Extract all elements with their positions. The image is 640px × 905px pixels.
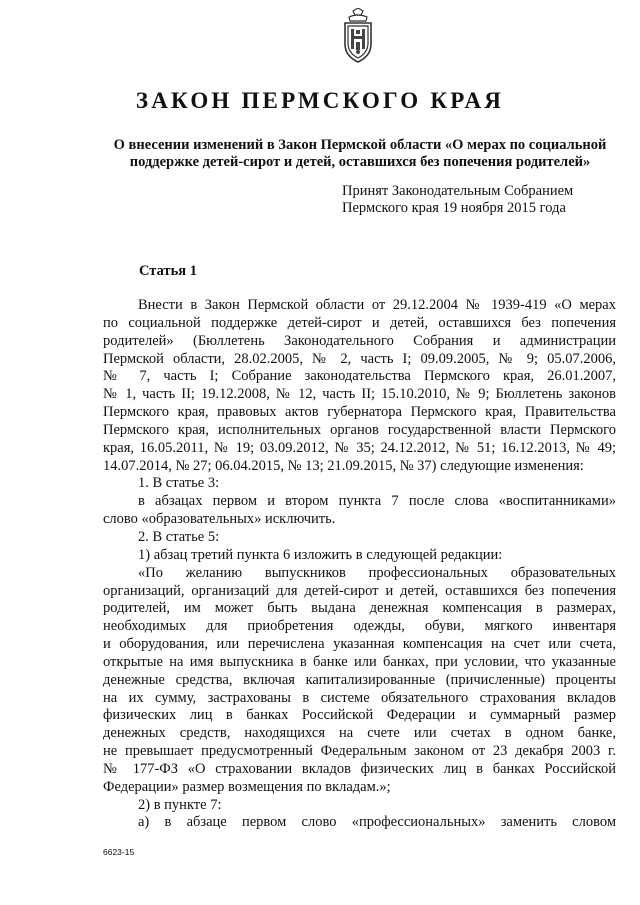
text-line: № 1, часть II; 19.12.2008, № 12, часть II; 15.10.2010, № 9; Бюллетень законов bbox=[103, 386, 616, 403]
text-line: Федерации» размер возмещения по вкладам.»; bbox=[103, 778, 391, 795]
document-number: 6623-15 bbox=[103, 847, 135, 857]
text-line: № 177-ФЗ «О страховании вкладов физических лиц в банках Российской bbox=[103, 760, 616, 777]
coat-of-arms-icon bbox=[337, 8, 379, 64]
text-line: родителей, им может быть выдана денежная компенсация в размерах, bbox=[103, 600, 616, 617]
text-line: организаций, организаций для детей-сирот и детей, оставшихся без попечения bbox=[103, 582, 616, 599]
text-line: и оборудования, или перечислена указанная компенсация на счет или счета, bbox=[103, 636, 616, 653]
article-heading: Статья 1 bbox=[139, 263, 197, 279]
text-line: 1. В статье 3: bbox=[138, 475, 220, 492]
law-subtitle bbox=[104, 137, 616, 171]
text-line: необходимых для приобретения одежды, обуви, мягкого инвентаря bbox=[103, 618, 616, 635]
subtitle-line: поддержке детей-сирот и детей, оставшихся без попечения родителей» bbox=[129, 154, 591, 170]
text-line: края, 16.05.2011, № 19; 03.09.2012, № 35; 24.12.2012, № 51; 16.12.2013, № 49; bbox=[103, 439, 616, 456]
text-line: физических лиц в банках Российской Федерации и суммарный размер bbox=[103, 707, 616, 724]
text-line: Пермской области, 28.02.2005, № 2, часть I; 09.09.2005, № 9; 05.07.2006, bbox=[103, 350, 616, 367]
adoption-line: Пермского края 19 ноября 2015 года bbox=[342, 200, 566, 216]
text-line: а) в абзаце первом слово «профессиональных» заменить словом bbox=[138, 814, 616, 831]
text-line: не превышает предусмотренный Федеральным законом от 23 декабря 2003 г. bbox=[103, 743, 616, 760]
text-line: «По желанию выпускников профессиональных образовательных bbox=[138, 564, 616, 581]
text-line: денежных средств, находящихся на счете или счетах в одном банке, bbox=[103, 725, 616, 742]
law-title: ЗАКОН ПЕРМСКОГО КРАЯ bbox=[135, 88, 505, 113]
text-line: слово «образовательных» исключить. bbox=[103, 511, 336, 528]
adoption-note bbox=[342, 183, 573, 217]
text-line: родителей» (Бюллетень Законодательного Собрания и администрации bbox=[103, 332, 616, 349]
article-body bbox=[103, 297, 616, 832]
adoption-line: Принят Законодательным Собранием bbox=[342, 183, 574, 199]
text-line: денежные средства, включая капитализированные (причисленные) проценты bbox=[103, 671, 616, 688]
text-line: на их сумму, застрахованы в системе обязательного страхования вкладов bbox=[103, 689, 616, 706]
text-line: Внести в Закон Пермской области от 29.12.2004 № 1939-419 «О мерах bbox=[138, 297, 616, 313]
text-line: 1) абзац третий пункта 6 изложить в следующей редакции: bbox=[138, 546, 503, 563]
text-line: 2. В статье 5: bbox=[138, 528, 220, 545]
subtitle-line: О внесении изменений в Закон Пермской области «О мерах по социальной bbox=[113, 137, 607, 153]
text-line: Пермского края, правовых актов губернатора Пермского края, Правительства bbox=[103, 404, 616, 421]
text-line: в абзацах первом и втором пункта 7 после слова «воспитанниками» bbox=[138, 493, 616, 510]
text-line: открытые на имя выпускника в банке или банках, при условии, что указанные bbox=[103, 653, 616, 670]
text-line: по социальной поддержке детей-сирот и детей, оставшихся без попечения bbox=[103, 314, 616, 331]
text-line: 14.07.2014, № 27; 06.04.2015, № 13; 21.09.2015, № 37) следующие изменения: bbox=[103, 457, 584, 474]
text-line: Пермского края, исполнительных органов государственной власти Пермского bbox=[103, 421, 616, 438]
text-line: 2) в пункте 7: bbox=[138, 796, 222, 813]
text-line: № 7, часть I; Собрание законодательства Пермского края, 26.01.2007, bbox=[103, 368, 616, 385]
